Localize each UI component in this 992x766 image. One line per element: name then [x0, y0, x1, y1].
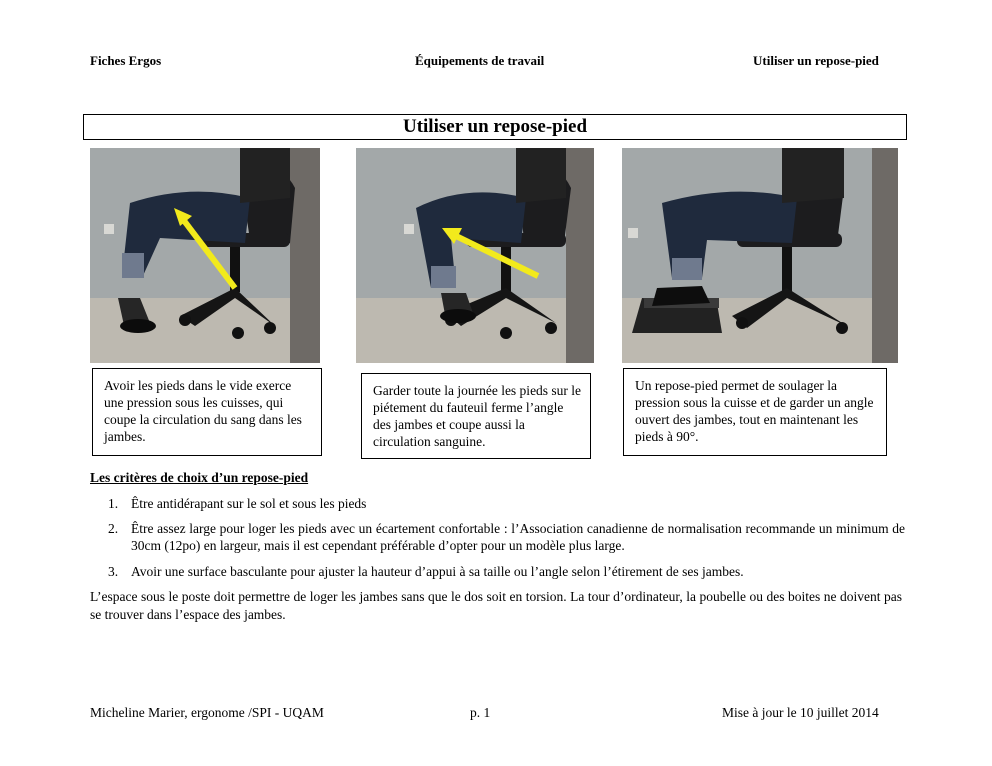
photo-feet-dangling: [90, 148, 320, 363]
criteria-item: [90, 563, 905, 580]
photo-feet-on-chair-base: [356, 148, 594, 363]
footer-update-date: Mise à jour le 10 juillet 2014: [722, 705, 879, 720]
caption-feet-dangling: Avoir les pieds dans le vide exerce une pression sous les cuisses, qui coupe la circulation du sang dans les jambes.: [92, 368, 322, 456]
caption-feet-on-chair-base: Garder toute la journée les pieds sur le piétement du fauteuil ferme l’angle des jambes et coupe aussi la circulation sanguine.: [361, 373, 591, 459]
header-center: Équipements de travail: [415, 53, 545, 68]
workspace-paragraph: L’espace sous le poste doit permettre de loger les jambes sans que le dos soit en torsion. La tour d’ordinateur, la poubelle ou des boites ne doivent pas se trouver dans l’espace des jambes.: [90, 589, 902, 622]
footer-author: Micheline Marier, ergonome /SPI - UQAM: [90, 705, 324, 720]
criteria-number: 1.: [108, 496, 119, 511]
criteria-item: [90, 520, 905, 554]
criteria-number: 2.: [108, 521, 119, 536]
criteria-item: [90, 495, 905, 512]
footer-page-number: p. 1: [470, 705, 491, 720]
page-title: Utiliser un repose-pied: [83, 114, 907, 140]
criteria-title: Les critères de choix d’un repose-pied: [90, 470, 309, 485]
photo-feet-on-footrest: [622, 148, 898, 363]
criteria-text: Être antidérapant sur le sol et sous les pieds: [131, 496, 367, 511]
criteria-text: Être assez large pour loger les pieds avec un écartement confortable : l’Association canadienne de normalisation recommande un minimum de 30cm (12po) en largeur, mais il est cependant préférable d’opter pour un modèle plus large.: [131, 521, 905, 553]
header-right: Utiliser un repose-pied: [753, 53, 879, 68]
caption-footrest: Un repose-pied permet de soulager la pression sous la cuisse et de garder un angle ouvert des jambes, tout en maintenant les pieds à 90°.: [623, 368, 887, 456]
criteria-number: 3.: [108, 564, 119, 579]
criteria-text: Avoir une surface basculante pour ajuster la hauteur d’appui à sa taille ou l’angle selon l’étirement de ses jambes.: [131, 564, 744, 579]
header-left: Fiches Ergos: [90, 53, 162, 68]
